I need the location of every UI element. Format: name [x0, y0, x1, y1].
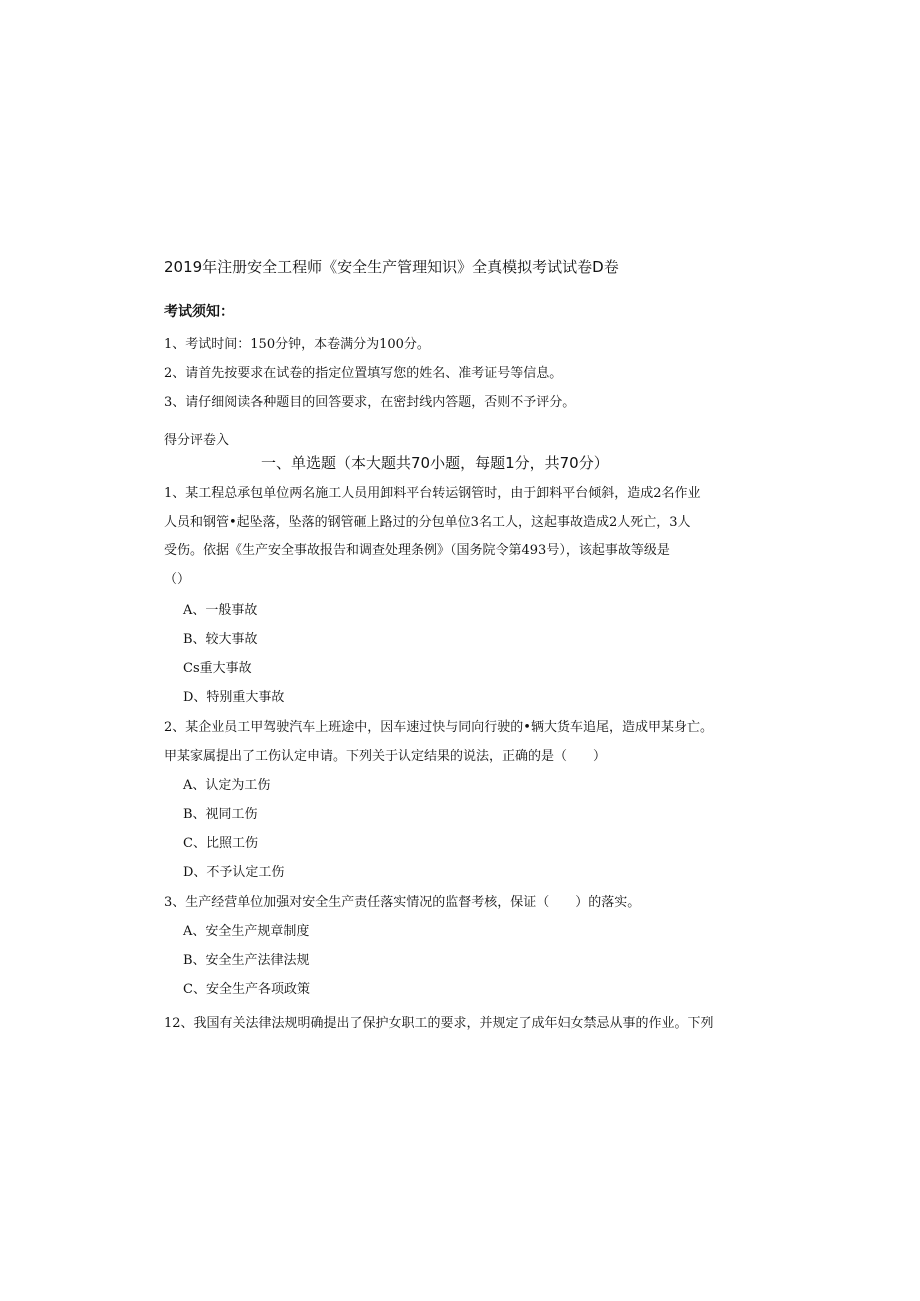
question-1-option-c[interactable]: Cs重大事故: [183, 661, 252, 676]
question-1-option-b[interactable]: B、较大事故: [183, 632, 258, 647]
question-1-option-a[interactable]: A、一般事故: [183, 603, 258, 618]
question-3-line: 3、生产经营单位加强对安全生产责任落实情况的监督考核，保证（ ）的落实。: [164, 895, 641, 910]
question-2-line: 甲某家属提出了工伤认定申请。下列关于认定结果的说法，正确的是（ ）: [164, 749, 607, 764]
question-2-option-d[interactable]: D、不予认定工伤: [183, 865, 285, 880]
question-1-answer-blank: （）: [164, 572, 191, 587]
score-label: 得分评卷入: [164, 433, 230, 448]
question-2-line: 2、某企业员工甲驾驶汽车上班途中，因车速过快与同向行驶的•辆大货车追尾，造成甲某身亡。: [164, 720, 713, 735]
question-3-option-a[interactable]: A、安全生产规章制度: [183, 924, 310, 939]
question-1-option-d[interactable]: D、特别重大事故: [183, 690, 285, 705]
notice-heading: 考试须知：: [164, 304, 234, 320]
notice-item: 3、请仔细阅读各种题目的回答要求，在密封线内答题，否则不予评分。: [164, 395, 576, 410]
section-title: 一、单选题（本大题共70小题，每题1分，共70分）: [261, 454, 609, 472]
notice-item: 2、请首先按要求在试卷的指定位置填写您的姓名、准考证号等信息。: [164, 366, 563, 381]
question-3-option-c[interactable]: C、安全生产各项政策: [183, 982, 310, 997]
question-2-option-b[interactable]: B、视同工伤: [183, 807, 258, 822]
document-title: 2019年注册安全工程师《安全生产管理知识》全真模拟考试试卷D卷: [164, 258, 619, 276]
question-1-line: 受伤。依据《生产安全事故报告和调查处理条例》（国务院令第493号），该起事故等级是: [164, 543, 670, 558]
question-3-option-b[interactable]: B、安全生产法律法规: [183, 953, 310, 968]
question-12-line: 12、我国有关法律法规明确提出了保护女职工的要求，并规定了成年妇女禁忌从事的作业。下列: [164, 1016, 714, 1031]
question-1-line: 1、某工程总承包单位两名施工人员用卸料平台转运钢管时，由于卸料平台倾斜，造成2名作业: [164, 486, 701, 501]
notice-item: 1、考试时间：150分钟，本卷满分为100分。: [164, 337, 430, 352]
question-2-option-c[interactable]: C、比照工伤: [183, 836, 258, 851]
question-1-line: 人员和钢管•起坠落，坠落的钢管砸上路过的分包单位3名工人，这起事故造成2人死亡，3人: [164, 515, 691, 530]
question-2-option-a[interactable]: A、认定为工伤: [183, 778, 271, 793]
